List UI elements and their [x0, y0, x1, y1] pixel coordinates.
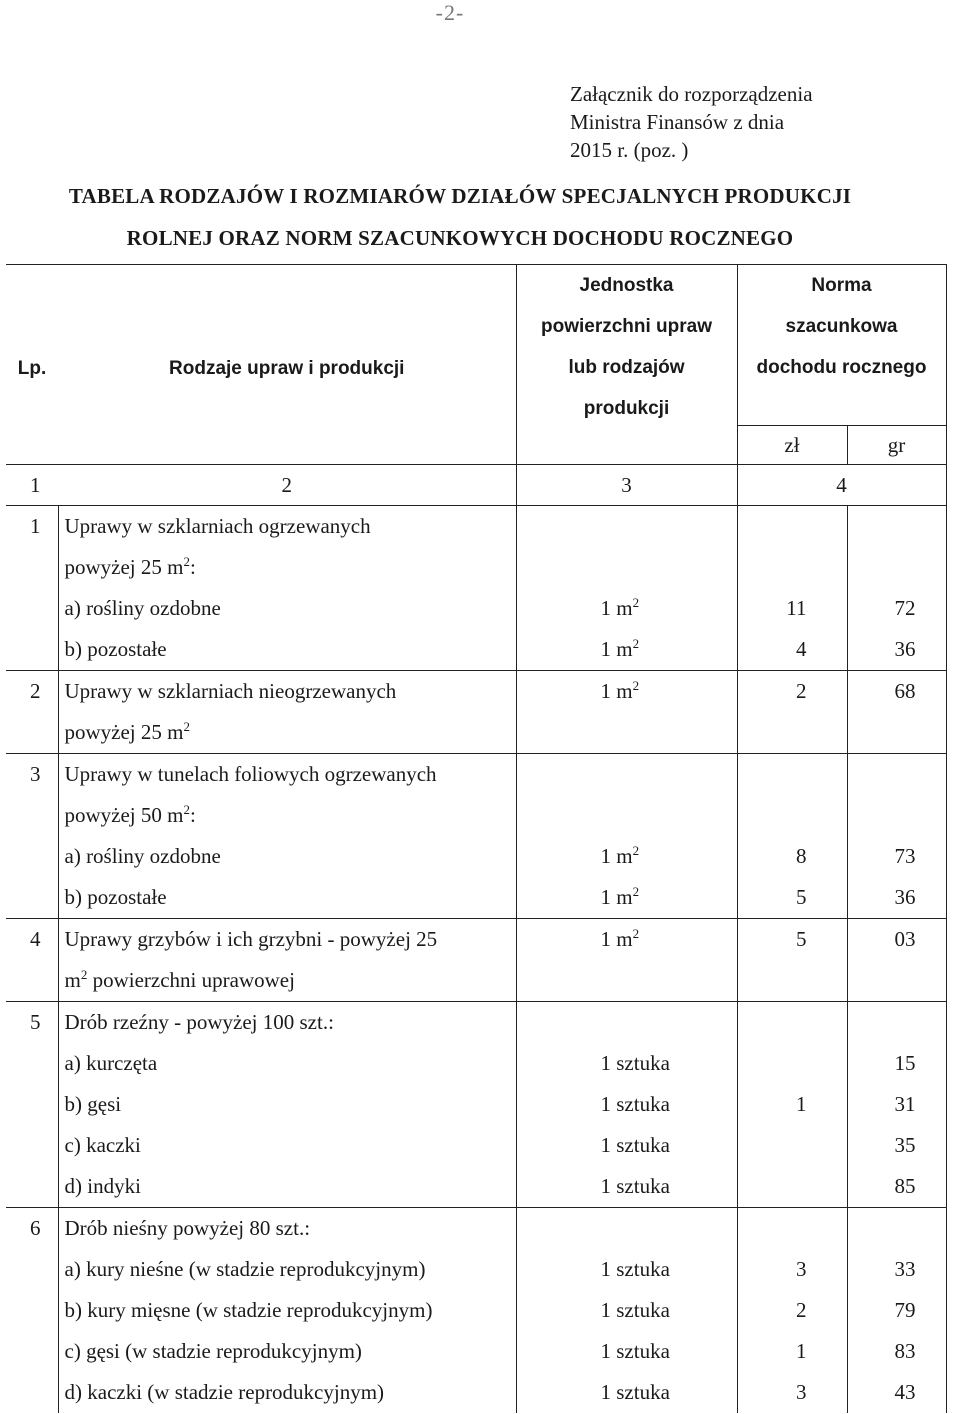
row-description-line: $m^2$ powierzchni uprawowej: [64, 967, 295, 992]
annex-line: 2015 r. (poz. ): [570, 138, 689, 162]
row-description-line: c) kaczki: [64, 1133, 141, 1157]
row-description-line: Drób rzeźny - powyżej 100 szt.:: [64, 1010, 334, 1034]
annex-line: Załącznik do rozporządzenia: [570, 82, 813, 106]
row-gr-line: [848, 754, 946, 795]
row-gr: [847, 1002, 946, 1208]
table-row: [6, 919, 946, 1002]
row-zl-line: [738, 754, 847, 795]
row-unit-line: 1 sztuka: [600, 1257, 670, 1281]
row-description-line: a) rośliny ozdobne: [64, 596, 221, 620]
row-zl-line: 4: [796, 637, 807, 661]
row-gr-line: 36: [894, 885, 916, 909]
row-zl: [737, 671, 847, 754]
row-zl-line: [738, 1125, 847, 1166]
row-gr: [847, 671, 946, 754]
row-description-line: powyżej 25 $m^2$:: [64, 554, 196, 579]
row-gr-line: 03: [894, 927, 916, 951]
row-zl-line: 3: [796, 1257, 807, 1281]
row-unit-line: [517, 506, 737, 547]
header-unit-line: Jednostka: [579, 275, 674, 296]
row-description: [58, 671, 516, 754]
row-unit: [516, 671, 737, 754]
document-title-line-1: TABELA RODZAJÓW I ROZMIARÓW DZIAŁÓW SPECJALNYCH PRODUKCJI: [68, 184, 852, 208]
row-description-line: a) kury nieśne (w stadzie reprodukcyjnym): [64, 1257, 426, 1281]
row-gr-line: 33: [894, 1257, 916, 1281]
row-description-line: Uprawy w tunelach foliowych ogrzewanych: [64, 762, 437, 786]
header-norm-line: Norma: [811, 275, 872, 296]
header-norm: [737, 265, 946, 426]
annex-line: Ministra Finansów z dnia: [570, 110, 785, 134]
row-description: [58, 506, 516, 671]
row-zl: [737, 1208, 847, 1414]
row-gr-line: 79: [894, 1298, 916, 1322]
row-zl-line: 5: [796, 927, 807, 951]
table-header-row: [6, 265, 946, 426]
row-zl-line: 1: [796, 1092, 807, 1116]
column-number: 3: [516, 465, 737, 506]
row-description: [58, 1002, 516, 1208]
row-gr-line: 36: [894, 637, 916, 661]
row-gr-line: [848, 960, 946, 1001]
row-number-text: 4: [30, 927, 41, 951]
row-description-line: a) kurczęta: [64, 1051, 158, 1075]
row-unit-line: 1 $m^2$: [600, 595, 640, 620]
header-norm-line: szacunkowa: [785, 316, 898, 337]
annex-note: [570, 80, 813, 164]
row-zl-line: 3: [796, 1380, 807, 1404]
row-zl-line: [738, 506, 847, 547]
row-unit-line: 1 sztuka: [600, 1174, 670, 1198]
header-lp: Lp.: [6, 265, 58, 465]
row-unit-line: [517, 1002, 737, 1043]
row-zl-line: 5: [796, 885, 807, 909]
row-unit-line: 1 sztuka: [600, 1133, 670, 1157]
row-number: [6, 671, 58, 754]
row-description: [58, 754, 516, 919]
row-gr-line: 68: [894, 679, 916, 703]
row-gr-line: 43: [894, 1380, 916, 1404]
row-unit-line: [517, 754, 737, 795]
row-gr-line: 15: [894, 1051, 916, 1075]
row-zl-line: [738, 712, 847, 753]
row-description-line: d) indyki: [64, 1174, 141, 1198]
header-unit-line: lub rodzajów: [568, 357, 685, 378]
row-zl-line: [738, 1166, 847, 1207]
row-zl-line: [738, 960, 847, 1001]
row-number: [6, 754, 58, 919]
row-unit-line: 1 $m^2$: [600, 926, 640, 951]
row-unit-line: 1 sztuka: [600, 1051, 670, 1075]
row-unit-line: 1 $m^2$: [600, 843, 640, 868]
row-unit: [516, 506, 737, 671]
table-row: [6, 1002, 946, 1208]
row-zl: [737, 506, 847, 671]
row-number: [6, 1208, 58, 1414]
row-zl: [737, 754, 847, 919]
row-number-text: 2: [30, 679, 41, 703]
row-zl-line: [738, 1043, 847, 1084]
table-row: [6, 506, 946, 671]
column-number: 2: [58, 465, 516, 506]
row-gr-line: [848, 1208, 946, 1249]
row-description: [58, 919, 516, 1002]
row-gr-line: [848, 712, 946, 753]
column-number-row: [6, 465, 946, 506]
row-zl-line: 1: [796, 1339, 807, 1363]
row-unit-line: 1 $m^2$: [600, 678, 640, 703]
row-number-text: 1: [30, 514, 41, 538]
header-unit: [516, 265, 737, 465]
document-title-line-2: ROLNEJ ORAZ NORM SZACUNKOWYCH DOCHODU ROCZNEGO: [126, 226, 794, 250]
header-norm-line: dochodu rocznego: [756, 357, 927, 378]
page-number: -2-: [435, 0, 465, 25]
row-unit-line: [517, 1208, 737, 1249]
row-number-text: 5: [30, 1010, 41, 1034]
column-number: 1: [6, 465, 58, 506]
row-number: [6, 506, 58, 671]
row-description-line: Drób nieśny powyżej 80 szt.:: [64, 1216, 311, 1240]
row-unit-line: 1 $m^2$: [600, 636, 640, 661]
row-gr: [847, 919, 946, 1002]
row-unit-line: [517, 547, 737, 588]
table-row: [6, 671, 946, 754]
row-unit-line: 1 sztuka: [600, 1380, 670, 1404]
row-unit-line: 1 sztuka: [600, 1092, 670, 1116]
row-gr-line: 83: [894, 1339, 916, 1363]
row-unit: [516, 1002, 737, 1208]
row-unit-line: [517, 960, 737, 1001]
row-zl-line: 2: [796, 1298, 807, 1322]
row-number-text: 6: [30, 1216, 41, 1240]
row-description-line: Uprawy grzybów i ich grzybni - powyżej 25: [64, 927, 438, 951]
row-unit: [516, 754, 737, 919]
row-unit-line: 1 sztuka: [600, 1298, 670, 1322]
header-name: Rodzaje upraw i produkcji: [58, 265, 516, 465]
row-zl-line: [738, 1002, 847, 1043]
row-unit: [516, 1208, 737, 1414]
column-number: 4: [737, 465, 946, 506]
row-gr-line: [848, 1002, 946, 1043]
row-description-line: b) kury mięsne (w stadzie reprodukcyjnym): [64, 1298, 433, 1322]
row-zl-line: [738, 547, 847, 588]
row-zl: [737, 1002, 847, 1208]
row-description-line: c) gęsi (w stadzie reprodukcyjnym): [64, 1339, 362, 1363]
header-zl: zł: [737, 426, 847, 465]
header-gr: gr: [847, 426, 946, 465]
row-gr-line: 72: [894, 596, 916, 620]
row-gr-line: 31: [894, 1092, 916, 1116]
row-number: [6, 1002, 58, 1208]
table-row: [6, 754, 946, 919]
row-description: [58, 1208, 516, 1414]
row-gr: [847, 1208, 946, 1414]
row-zl-line: 2: [796, 679, 807, 703]
row-description-line: powyżej 50 $m^2$:: [64, 802, 196, 827]
row-description-line: Uprawy w szklarniach ogrzewanych: [64, 514, 371, 538]
header-unit-line: powierzchni upraw: [540, 316, 713, 337]
header-unit-line: produkcji: [583, 398, 670, 419]
row-zl: [737, 919, 847, 1002]
row-description-line: Uprawy w szklarniach nieogrzewanych: [64, 679, 397, 703]
row-description-line: d) kaczki (w stadzie reprodukcyjnym): [64, 1380, 385, 1404]
row-gr-line: [848, 547, 946, 588]
row-description-line: b) pozostałe: [64, 637, 167, 661]
row-unit-line: 1 $m^2$: [600, 884, 640, 909]
row-gr-line: 73: [894, 844, 916, 868]
row-number-text: 3: [30, 762, 41, 786]
row-gr: [847, 754, 946, 919]
norms-table: [6, 264, 947, 1413]
row-gr: [847, 506, 946, 671]
row-unit-line: 1 sztuka: [600, 1339, 670, 1363]
row-gr-line: [848, 506, 946, 547]
row-unit-line: [517, 712, 737, 753]
row-zl-line: [738, 795, 847, 836]
row-gr-line: [848, 795, 946, 836]
row-unit: [516, 919, 737, 1002]
row-zl-line: [738, 1208, 847, 1249]
row-unit-line: [517, 795, 737, 836]
row-description-line: b) gęsi: [64, 1092, 122, 1116]
row-gr-line: 35: [894, 1133, 916, 1157]
table-row: [6, 1208, 946, 1414]
row-description-line: powyżej 25 $m^2$: [64, 719, 190, 744]
row-gr-line: 85: [894, 1174, 916, 1198]
row-description-line: a) rośliny ozdobne: [64, 844, 221, 868]
row-zl-line: 11: [786, 596, 807, 620]
row-description-line: b) pozostałe: [64, 885, 167, 909]
row-zl-line: 8: [796, 844, 807, 868]
row-number: [6, 919, 58, 1002]
